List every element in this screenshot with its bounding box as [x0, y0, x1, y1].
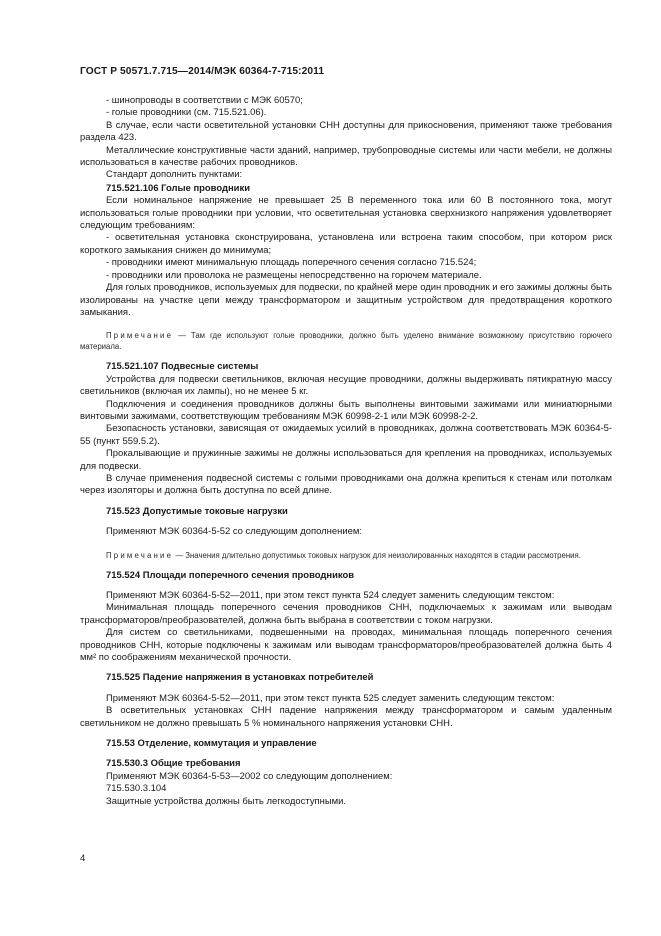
section-heading: 715.524 Площади поперечного сечения проводников: [106, 569, 355, 581]
paragraph: Применяют МЭК 60364-5-52—2011, при этом текст пункта 524 следует заменить следующим текстом:: [106, 590, 555, 601]
page-number: 4: [80, 853, 86, 864]
section-heading: 715.525 Падение напряжения в установках потребителей: [106, 672, 374, 684]
paragraph: Устройства для подвески светильников, включая несущие проводники, должны выдерживать пятикратную массу светильников (включая их лампы), но не менее 5 кг.: [80, 373, 612, 398]
paragraph: Применяют МЭК 60364-5-52 со следующим дополнением:: [106, 526, 362, 538]
paragraph: - проводники имеют минимальную площадь поперечного сечения согласно 715.524;: [106, 257, 477, 269]
paragraph: Металлические конструктивные части зданий, например, трубопроводные системы или части мебели, не должны использоваться в качестве рабочих проводников.: [80, 144, 612, 169]
paragraph: Безопасность установки, зависящая от ожидаемых усилий в проводниках, должна соответствовать МЭК 60364-5-55 (пункт 559.5.2).: [80, 423, 612, 447]
paragraph: Применяют МЭК 60364-5-53—2002 со следующим дополнением:: [106, 770, 393, 782]
note: [80, 330, 612, 352]
paragraph: Стандарт дополнить пунктами:: [106, 169, 243, 181]
paragraph: - осветительная установка сконструирована, установлена или встроена таким способом, при котором риск короткого замыкания снижен до минимума;: [80, 232, 612, 256]
paragraph: Подключения и соединения проводников должны быть выполнены винтовыми зажимами или миниатюрными винтовыми зажимами, соответствующим требованиям МЭК 60998-2-1 или МЭК 60998-2-2.: [80, 398, 612, 422]
paragraph: - голые проводники (см. 715.521.06).: [106, 107, 267, 119]
section-heading: 715.521.106 Голые проводники: [106, 182, 251, 194]
document-header: ГОСТ Р 50571.7.715—2014/МЭК 60364-7-715:2011: [80, 66, 325, 77]
note-label: Примечание: [106, 550, 174, 560]
paragraph: - проводники или проволока не размещены непосредственно на горючем материале.: [106, 269, 482, 281]
paragraph: В случае применения подвесной системы с голыми проводниками она должна крепиться к стенам или потолкам через изоляторы и должна быть доступна по всей длине.: [80, 472, 612, 497]
section-heading: 715.53 Отделение, коммутация и управление: [106, 738, 317, 750]
section-heading: 715.530.3 Общие требования: [106, 758, 241, 770]
paragraph: Применяют МЭК 60364-5-52—2011, при этом текст пункта 525 следует заменить следующим текстом:: [106, 692, 555, 704]
paragraph: - шинопроводы в соответствии с МЭК 60570;: [106, 95, 303, 106]
paragraph: Прокалывающие и пружинные зажимы не должны использоваться для крепления на проводниках, используемых для подвески.: [80, 448, 612, 472]
note-label: Примечание: [106, 331, 174, 341]
paragraph: Защитные устройства должны быть легкодоступными.: [106, 795, 347, 807]
document-body: [80, 95, 612, 808]
paragraph: 715.530.3.104: [106, 783, 167, 795]
note: [80, 550, 612, 561]
paragraph: Для голых проводников, используемых для подвески, по крайней мере один проводник и его зажимы должны быть изолированы на участке цепи между трансформатором и защитным устройством для предотвращения короткого замыкания.: [80, 282, 612, 318]
paragraph: В случае, если части осветительной установки СНН доступны для прикосновения, применяют также требования раздела 423.: [80, 119, 612, 144]
note-text: — Значения длительно допустимых токовых нагрузок для неизолированных находятся в стадии рассмотрения.: [175, 550, 581, 560]
section-heading: 715.521.107 Подвесные системы: [106, 361, 259, 373]
paragraph: Для систем со светильниками, подвешенными на проводах, минимальная площадь поперечного сечения проводников СНН, которые подключены к зажимам или выводам трансформаторов/преобразователей должна быть 4 мм² по соображениям механической прочности.: [80, 627, 612, 664]
paragraph: Минимальная площадь поперечного сечения проводников СНН, подключаемых к зажимам или выводам трансформаторов/преобразователей, должна быть выбрана в соответствии с током нагрузки.: [80, 602, 612, 626]
note-text: — Там где используют голые проводники, должно быть уделено внимание возможному присутствию горючего материала.: [80, 331, 612, 352]
paragraph: В осветительных установках СНН падение напряжения между трансформатором и самым удаленным светильником не должно превышать 5 % номинального напряжения установки СНН.: [80, 705, 612, 729]
section-heading: 715.523 Допустимые токовые нагрузки: [106, 505, 288, 517]
paragraph: Если номинальное напряжение не превышает 25 В переменного тока или 60 В постоянного тока, могут использоваться голые проводники при условии, что осветительная установка сверхнизкого напряжения удовлетворяет следующим требованиям:: [80, 195, 612, 232]
